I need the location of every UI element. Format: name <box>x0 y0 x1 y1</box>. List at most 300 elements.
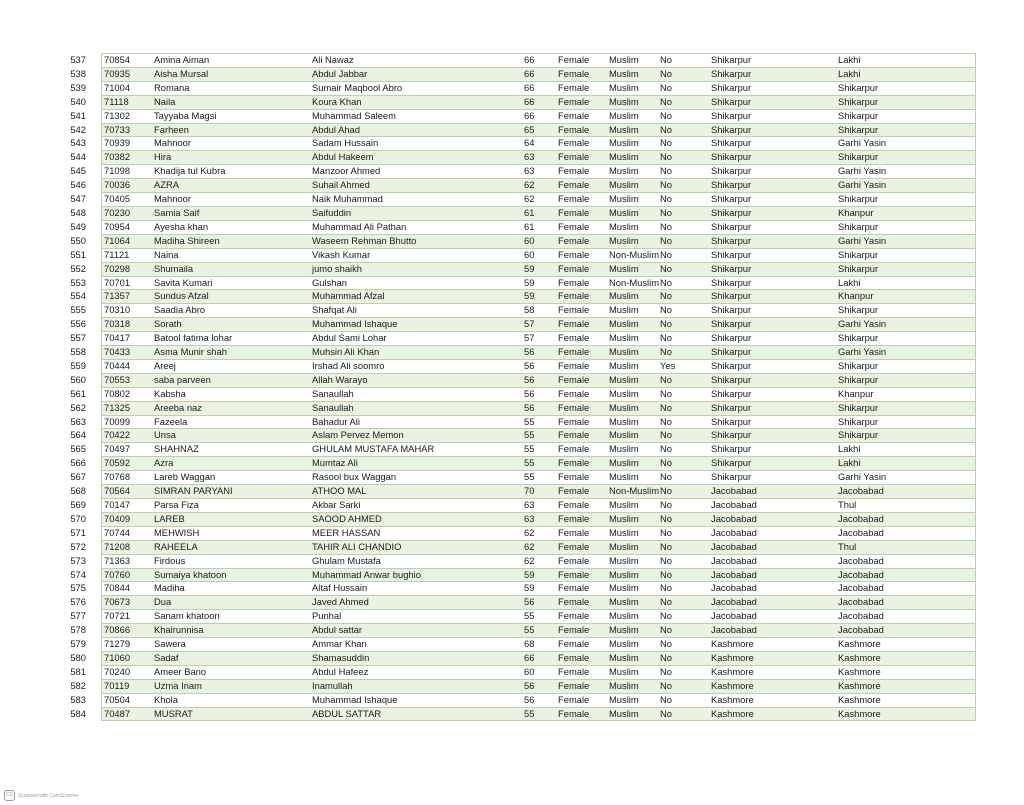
cell-center: Lakhi <box>838 67 861 79</box>
cell-district: Shikarpur <box>711 457 752 469</box>
cell-flag: No <box>660 638 672 650</box>
cell-id: 70802 <box>104 387 131 399</box>
cell-center: Jacobabad <box>838 568 884 580</box>
cell-center: Kashmore <box>838 651 881 663</box>
cell-name: Azra <box>154 457 174 469</box>
cell-center: Shikarpur <box>838 401 879 413</box>
cell-score: 56 <box>524 693 535 705</box>
table-row <box>60 67 976 81</box>
cell-flag: No <box>660 304 672 316</box>
cell-district: Shikarpur <box>711 179 752 191</box>
cell-flag: No <box>660 471 672 483</box>
cell-gender: Female <box>558 81 590 93</box>
cell-religion: Muslim <box>609 526 639 538</box>
cell-gender: Female <box>558 234 590 246</box>
cell-father: Abdul sattar <box>312 624 363 636</box>
cell-flag: No <box>660 165 672 177</box>
cell-religion: Muslim <box>609 401 639 413</box>
cell-gender: Female <box>558 471 590 483</box>
cell-religion: Muslim <box>609 554 639 566</box>
cell-num: 573 <box>70 554 86 566</box>
cell-score: 55 <box>524 610 535 622</box>
table-row <box>60 498 976 512</box>
cell-district: Shikarpur <box>711 290 752 302</box>
cell-district: Shikarpur <box>711 234 752 246</box>
table-row <box>60 568 976 582</box>
cell-center: Jacobabad <box>838 610 884 622</box>
cell-id: 70497 <box>104 443 131 455</box>
cell-father: TAHIR ALI CHANDIO <box>312 540 402 552</box>
cell-center: Khanpur <box>838 206 874 218</box>
cell-religion: Muslim <box>609 290 639 302</box>
cell-district: Shikarpur <box>711 109 752 121</box>
cell-name: Farheen <box>154 123 189 135</box>
cell-num: 580 <box>70 651 86 663</box>
cell-flag: No <box>660 95 672 107</box>
cell-religion: Muslim <box>609 179 639 191</box>
cell-gender: Female <box>558 359 590 371</box>
cell-id: 70701 <box>104 276 131 288</box>
cell-score: 63 <box>524 165 535 177</box>
cell-num: 570 <box>70 512 86 524</box>
cell-score: 55 <box>524 707 535 719</box>
cell-flag: No <box>660 485 672 497</box>
cell-gender: Female <box>558 137 590 149</box>
cell-name: MEHWISH <box>154 526 200 538</box>
cell-flag: No <box>660 137 672 149</box>
cell-name: Ayesha khan <box>154 220 209 232</box>
table-row <box>60 456 976 470</box>
cell-flag: No <box>660 179 672 191</box>
table-row <box>60 609 976 623</box>
cell-num: 541 <box>70 109 86 121</box>
cell-religion: Muslim <box>609 651 639 663</box>
cell-id: 71357 <box>104 290 131 302</box>
cell-religion: Muslim <box>609 304 639 316</box>
cell-score: 59 <box>524 262 535 274</box>
cell-father: Abdul Hafeez <box>312 665 369 677</box>
cell-num: 538 <box>70 67 86 79</box>
cell-num: 548 <box>70 206 86 218</box>
cell-religion: Muslim <box>609 624 639 636</box>
cell-score: 66 <box>524 651 535 663</box>
cell-gender: Female <box>558 415 590 427</box>
cell-num: 537 <box>70 54 86 65</box>
cell-flag: No <box>660 151 672 163</box>
cell-num: 547 <box>70 193 86 205</box>
cell-score: 55 <box>524 415 535 427</box>
cell-religion: Muslim <box>609 151 639 163</box>
cell-religion: Muslim <box>609 81 639 93</box>
cell-center: Kashmore <box>838 679 881 691</box>
table-row <box>60 595 976 609</box>
cell-flag: No <box>660 624 672 636</box>
cell-score: 56 <box>524 401 535 413</box>
cell-district: Kashmore <box>711 638 754 650</box>
cell-religion: Muslim <box>609 665 639 677</box>
cell-father: Waseem Rehman Bhutto <box>312 234 417 246</box>
cell-id: 70854 <box>104 54 131 65</box>
cell-center: Shikarpur <box>838 373 879 385</box>
cell-name: Mahnoor <box>154 193 192 205</box>
cell-name: Naina <box>154 248 179 260</box>
table-row <box>60 540 976 554</box>
cell-center: Shikarpur <box>838 332 879 344</box>
cell-score: 56 <box>524 596 535 608</box>
table-row <box>60 623 976 637</box>
cell-score: 62 <box>524 540 535 552</box>
cell-religion: Muslim <box>609 499 639 510</box>
cell-flag: No <box>660 499 672 510</box>
cell-center: Garhi Yasin <box>838 165 887 177</box>
cell-father: Muhammad Ishaque <box>312 693 398 705</box>
cell-score: 57 <box>524 318 535 330</box>
watermark-text: Scanned with CamScanner <box>18 792 79 799</box>
cell-id: 71004 <box>104 81 131 93</box>
cell-id: 70433 <box>104 346 131 358</box>
cell-name: Shumaila <box>154 262 194 274</box>
cell-flag: No <box>660 415 672 427</box>
cell-num: 565 <box>70 443 86 455</box>
cell-religion: Muslim <box>609 109 639 121</box>
cell-gender: Female <box>558 346 590 358</box>
cell-score: 59 <box>524 568 535 580</box>
table-row <box>60 428 976 442</box>
cell-center: Shikarpur <box>838 123 879 135</box>
cell-name: Fazeela <box>154 415 188 427</box>
cell-num: 577 <box>70 610 86 622</box>
cell-score: 60 <box>524 234 535 246</box>
table-row <box>60 317 976 331</box>
cell-num: 545 <box>70 165 86 177</box>
cell-flag: No <box>660 443 672 455</box>
table-row <box>60 651 976 665</box>
cell-district: Shikarpur <box>711 123 752 135</box>
cell-center: Garhi Yasin <box>838 234 887 246</box>
cell-name: Sadaf <box>154 651 179 663</box>
cell-id: 70298 <box>104 262 131 274</box>
cell-father: ABDUL SATTAR <box>312 707 382 719</box>
cell-id: 70744 <box>104 526 131 538</box>
cell-district: Shikarpur <box>711 415 752 427</box>
cell-name: Areeba naz <box>154 401 202 413</box>
cell-gender: Female <box>558 443 590 455</box>
cell-score: 59 <box>524 582 535 594</box>
cell-score: 62 <box>524 179 535 191</box>
cell-father: Koura Khan <box>312 95 362 107</box>
cell-gender: Female <box>558 151 590 163</box>
cell-gender: Female <box>558 568 590 580</box>
cell-num: 553 <box>70 276 86 288</box>
cell-father: Abdul Ahad <box>312 123 360 135</box>
cell-id: 70147 <box>104 499 131 510</box>
cell-id: 70935 <box>104 67 131 79</box>
cell-district: Kashmore <box>711 707 754 719</box>
cell-num: 544 <box>70 151 86 163</box>
cell-name: Amina Aiman <box>154 54 210 65</box>
table-row <box>60 164 976 178</box>
cell-religion: Muslim <box>609 457 639 469</box>
cell-id: 70592 <box>104 457 131 469</box>
cell-father: Abdul Sami Lohar <box>312 332 387 344</box>
cell-num: 567 <box>70 471 86 483</box>
cell-num: 549 <box>70 220 86 232</box>
cell-score: 64 <box>524 137 535 149</box>
cell-num: 571 <box>70 526 86 538</box>
cell-score: 63 <box>524 499 535 510</box>
table-row <box>60 53 976 67</box>
cell-center: Khanpur <box>838 290 874 302</box>
cell-score: 56 <box>524 387 535 399</box>
cell-flag: No <box>660 318 672 330</box>
cell-father: Javed Ahmed <box>312 596 369 608</box>
cell-score: 58 <box>524 304 535 316</box>
cell-gender: Female <box>558 554 590 566</box>
cell-center: Lakhi <box>838 443 861 455</box>
cell-score: 62 <box>524 554 535 566</box>
cell-district: Shikarpur <box>711 67 752 79</box>
cell-id: 70504 <box>104 693 131 705</box>
cell-father: Sadam Hussain <box>312 137 379 149</box>
cell-center: Shikarpur <box>838 151 879 163</box>
cell-num: 562 <box>70 401 86 413</box>
cell-score: 66 <box>524 109 535 121</box>
cell-religion: Muslim <box>609 429 639 441</box>
cell-district: Kashmore <box>711 679 754 691</box>
cell-district: Kashmore <box>711 665 754 677</box>
cell-district: Shikarpur <box>711 248 752 260</box>
cell-name: Lareb Waggan <box>154 471 216 483</box>
cell-name: Areej <box>154 359 176 371</box>
cell-father: Bahadur Ali <box>312 415 360 427</box>
cell-num: 582 <box>70 679 86 691</box>
cell-father: Akbar Sarki <box>312 499 361 510</box>
cell-id: 70866 <box>104 624 131 636</box>
cell-name: Khola <box>154 693 178 705</box>
cell-religion: Muslim <box>609 387 639 399</box>
cell-score: 61 <box>524 206 535 218</box>
cell-name: LAREB <box>154 512 185 524</box>
table-row <box>60 331 976 345</box>
cell-district: Shikarpur <box>711 165 752 177</box>
cell-gender: Female <box>558 693 590 705</box>
cell-district: Shikarpur <box>711 95 752 107</box>
cell-score: 55 <box>524 457 535 469</box>
cell-id: 71121 <box>104 248 130 260</box>
cell-score: 63 <box>524 512 535 524</box>
cell-num: 559 <box>70 359 86 371</box>
cell-id: 70405 <box>104 193 131 205</box>
table-row <box>60 679 976 693</box>
table-row <box>60 359 976 373</box>
cell-gender: Female <box>558 582 590 594</box>
table-row <box>60 81 976 95</box>
cell-flag: No <box>660 512 672 524</box>
cell-father: Ammar Khan <box>312 638 367 650</box>
cell-name: Tayyaba Magsi <box>154 109 217 121</box>
cell-religion: Muslim <box>609 123 639 135</box>
cell-father: Aslam Pervez Memon <box>312 429 404 441</box>
table-row <box>60 554 976 568</box>
cell-religion: Muslim <box>609 568 639 580</box>
cell-name: Madiha Shireen <box>154 234 220 246</box>
cell-religion: Muslim <box>609 67 639 79</box>
table-row <box>60 373 976 387</box>
cell-name: Sundus Afzal <box>154 290 209 302</box>
cell-father: Sumair Maqbool Abro <box>312 81 403 93</box>
table-row <box>60 693 976 707</box>
cell-flag: No <box>660 429 672 441</box>
cell-gender: Female <box>558 262 590 274</box>
cell-flag: No <box>660 67 672 79</box>
cell-gender: Female <box>558 707 590 719</box>
cell-district: Jacobabad <box>711 499 757 510</box>
cell-name: saba parveen <box>154 373 211 385</box>
cell-gender: Female <box>558 485 590 497</box>
cell-gender: Female <box>558 54 590 65</box>
cell-score: 60 <box>524 248 535 260</box>
cell-num: 579 <box>70 638 86 650</box>
cell-father: Muhammad Saleem <box>312 109 396 121</box>
results-table <box>60 53 976 721</box>
cell-center: Shikarpur <box>838 248 879 260</box>
cell-num: 542 <box>70 123 86 135</box>
cell-flag: No <box>660 457 672 469</box>
cell-father: jumo shaikh <box>312 262 363 274</box>
cell-district: Shikarpur <box>711 387 752 399</box>
cell-name: Khadija tul Kubra <box>154 165 226 177</box>
cell-name: Naila <box>154 95 176 107</box>
cell-father: Naik Muhammad <box>312 193 383 205</box>
cell-id: 70844 <box>104 582 131 594</box>
cell-district: Jacobabad <box>711 596 757 608</box>
cell-flag: No <box>660 54 672 65</box>
cell-id: 71325 <box>104 401 131 413</box>
cell-district: Jacobabad <box>711 582 757 594</box>
cell-num: 552 <box>70 262 86 274</box>
cell-district: Shikarpur <box>711 443 752 455</box>
cell-id: 70318 <box>104 318 131 330</box>
cell-gender: Female <box>558 290 590 302</box>
cell-num: 561 <box>70 387 86 399</box>
cell-score: 66 <box>524 95 535 107</box>
cell-center: Shikarpur <box>838 415 879 427</box>
cell-father: ATHOO MAL <box>312 485 367 497</box>
table-row <box>60 192 976 206</box>
cell-district: Jacobabad <box>711 526 757 538</box>
table-row <box>60 123 976 137</box>
cell-id: 70099 <box>104 415 131 427</box>
cell-district: Shikarpur <box>711 346 752 358</box>
cell-flag: Yes <box>660 359 676 371</box>
cell-name: Khairunnisa <box>154 624 204 636</box>
cell-gender: Female <box>558 123 590 135</box>
cell-num: 572 <box>70 540 86 552</box>
cell-father: Irshad Ali soomro <box>312 359 385 371</box>
cell-num: 569 <box>70 499 86 510</box>
cell-father: SAOOD AHMED <box>312 512 382 524</box>
cell-flag: No <box>660 387 672 399</box>
cell-gender: Female <box>558 651 590 663</box>
cell-center: Thul <box>838 540 857 552</box>
cell-gender: Female <box>558 638 590 650</box>
cell-district: Jacobabad <box>711 485 757 497</box>
cell-name: Kabsha <box>154 387 186 399</box>
cell-religion: Muslim <box>609 95 639 107</box>
cell-religion: Muslim <box>609 707 639 719</box>
cell-score: 61 <box>524 220 535 232</box>
cell-id: 70733 <box>104 123 131 135</box>
table-row <box>60 345 976 359</box>
camscanner-logo-icon: CS <box>4 790 15 801</box>
cell-id: 70036 <box>104 179 131 191</box>
cell-num: 556 <box>70 318 86 330</box>
cell-father: Ghulam Mustafa <box>312 554 381 566</box>
cell-score: 60 <box>524 665 535 677</box>
cell-num: 540 <box>70 95 86 107</box>
cell-name: Madiha <box>154 582 185 594</box>
cell-name: Asma Munir shah <box>154 346 227 358</box>
cell-father: Shafqat Ali <box>312 304 357 316</box>
cell-num: 555 <box>70 304 86 316</box>
table-row <box>60 707 976 721</box>
cell-flag: No <box>660 596 672 608</box>
cell-father: Sanaullah <box>312 401 354 413</box>
scanner-watermark <box>4 790 79 801</box>
cell-gender: Female <box>558 387 590 399</box>
table-row <box>60 470 976 484</box>
cell-name: AZRA <box>154 179 180 191</box>
cell-gender: Female <box>558 95 590 107</box>
cell-flag: No <box>660 651 672 663</box>
cell-flag: No <box>660 568 672 580</box>
cell-flag: No <box>660 193 672 205</box>
cell-gender: Female <box>558 206 590 218</box>
cell-flag: No <box>660 290 672 302</box>
cell-district: Shikarpur <box>711 471 752 483</box>
cell-father: Saifuddin <box>312 206 352 218</box>
cell-gender: Female <box>558 512 590 524</box>
table-row <box>60 415 976 429</box>
cell-gender: Female <box>558 457 590 469</box>
cell-num: 581 <box>70 665 86 677</box>
cell-flag: No <box>660 554 672 566</box>
cell-id: 70768 <box>104 471 131 483</box>
cell-id: 71363 <box>104 554 131 566</box>
cell-score: 66 <box>524 54 535 65</box>
cell-religion: Muslim <box>609 206 639 218</box>
cell-id: 70409 <box>104 512 131 524</box>
cell-center: Shikarpur <box>838 429 879 441</box>
cell-id: 70553 <box>104 373 131 385</box>
cell-flag: No <box>660 123 672 135</box>
cell-center: Lakhi <box>838 276 861 288</box>
cell-religion: Muslim <box>609 359 639 371</box>
table-row <box>60 526 976 540</box>
table-row <box>60 512 976 526</box>
cell-flag: No <box>660 276 672 288</box>
cell-center: Shikarpur <box>838 95 879 107</box>
table-row <box>60 484 976 498</box>
table-row <box>60 637 976 651</box>
cell-district: Shikarpur <box>711 318 752 330</box>
cell-name: SHAHNAZ <box>154 443 199 455</box>
cell-num: 584 <box>70 707 86 719</box>
cell-num: 566 <box>70 457 86 469</box>
cell-id: 70444 <box>104 359 131 371</box>
cell-flag: No <box>660 346 672 358</box>
cell-id: 70417 <box>104 332 131 344</box>
